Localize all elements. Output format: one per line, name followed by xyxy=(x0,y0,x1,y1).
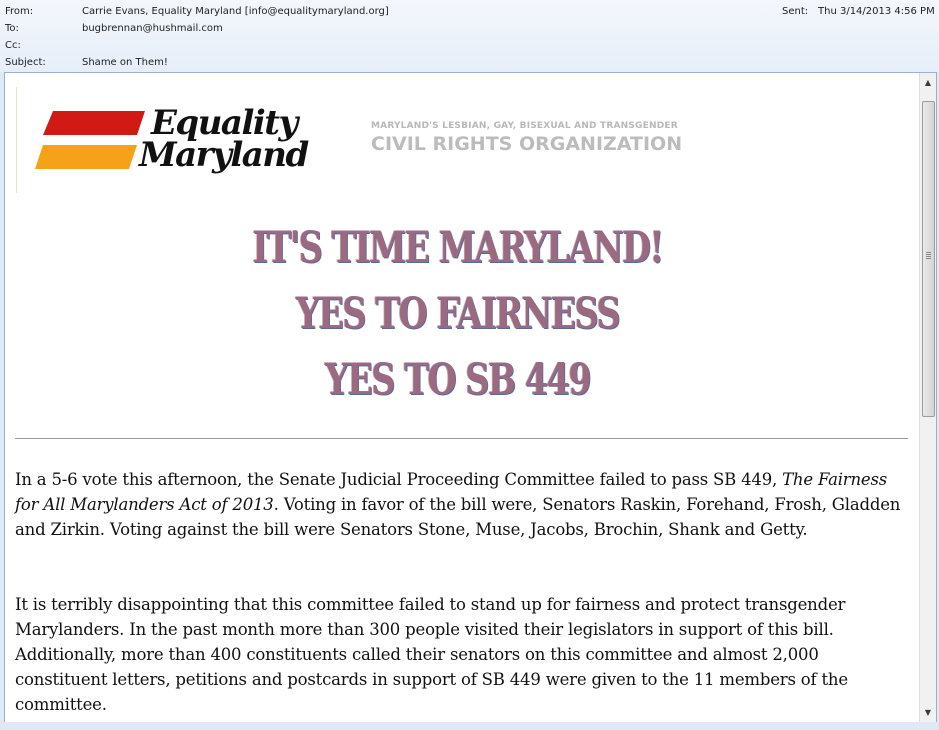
from-label: From: xyxy=(5,6,34,17)
grip-line xyxy=(926,252,931,253)
bill-title: The Fairness for All Marylanders Act of 2013 xyxy=(15,470,888,514)
grip-line xyxy=(926,258,931,259)
logo-divider xyxy=(16,87,17,193)
horizontal-rule xyxy=(15,438,908,439)
to-value[interactable]: bugbrennan@hushmail.com xyxy=(82,23,223,34)
grip-line xyxy=(926,256,931,257)
grip-line xyxy=(926,254,931,255)
tagline-small: MARYLAND'S LESBIAN, GAY, BISEXUAL AND TRANSGENDER xyxy=(371,121,678,131)
headline-line-3: YES TO SB 449 xyxy=(324,355,591,405)
paragraph-vote-text-b: . Voting in favor of the bill were, Senators Raskin, Forehand, Frosh, Gladden and Zirkin. Voting against the bill were Senators Stone, Muse, Jacobs, Brochin, Shank and Getty. xyxy=(15,495,901,539)
window-bottom-edge xyxy=(0,722,939,730)
paragraph-disappointment: It is terribly disappointing that this committee failed to stand up for fairness and protect transgender Marylanders. In the past month more than 300 people visited their legislators in support of this bill. Additionally, more than 400 constituents called their senators on this committee and almost 2,000 constituent letters, petitions and postcards in support of SB 449 were given to the 11 members of the committee. xyxy=(15,595,848,714)
equality-maryland-logo[interactable] xyxy=(35,103,308,187)
sent-value: Thu 3/14/2013 4:56 PM xyxy=(818,6,935,17)
headline-line-1: IT'S TIME MARYLAND! xyxy=(252,223,663,273)
vertical-scrollbar[interactable] xyxy=(919,73,936,723)
scroll-thumb[interactable] xyxy=(922,101,935,417)
sent-label: Sent: xyxy=(782,6,809,17)
cc-label: Cc: xyxy=(5,40,21,51)
scroll-up-icon[interactable]: ▲ xyxy=(924,78,932,87)
to-label: To: xyxy=(5,23,19,34)
paragraph-vote-text-a: In a 5-6 vote this afternoon, the Senate Judicial Proceeding Committee failed to pass SB 449, xyxy=(15,470,783,489)
logo-stripes-icon xyxy=(35,111,145,175)
headline-line-2: YES TO FAIRNESS xyxy=(295,289,620,339)
subject-value: Shame on Them! xyxy=(82,57,168,68)
subject-label: Subject: xyxy=(5,57,46,68)
email-header xyxy=(0,0,939,72)
tagline-large: CIVIL RIGHTS ORGANIZATION xyxy=(371,133,683,155)
scroll-down-icon[interactable]: ▼ xyxy=(924,708,932,717)
from-value[interactable]: Carrie Evans, Equality Maryland [info@equalitymaryland.org] xyxy=(82,6,389,17)
paragraph-vote-result xyxy=(15,467,915,542)
message-body[interactable] xyxy=(4,72,937,724)
logo-word-equality: Equality xyxy=(151,103,297,143)
logo-word-maryland: Maryland xyxy=(139,135,308,175)
